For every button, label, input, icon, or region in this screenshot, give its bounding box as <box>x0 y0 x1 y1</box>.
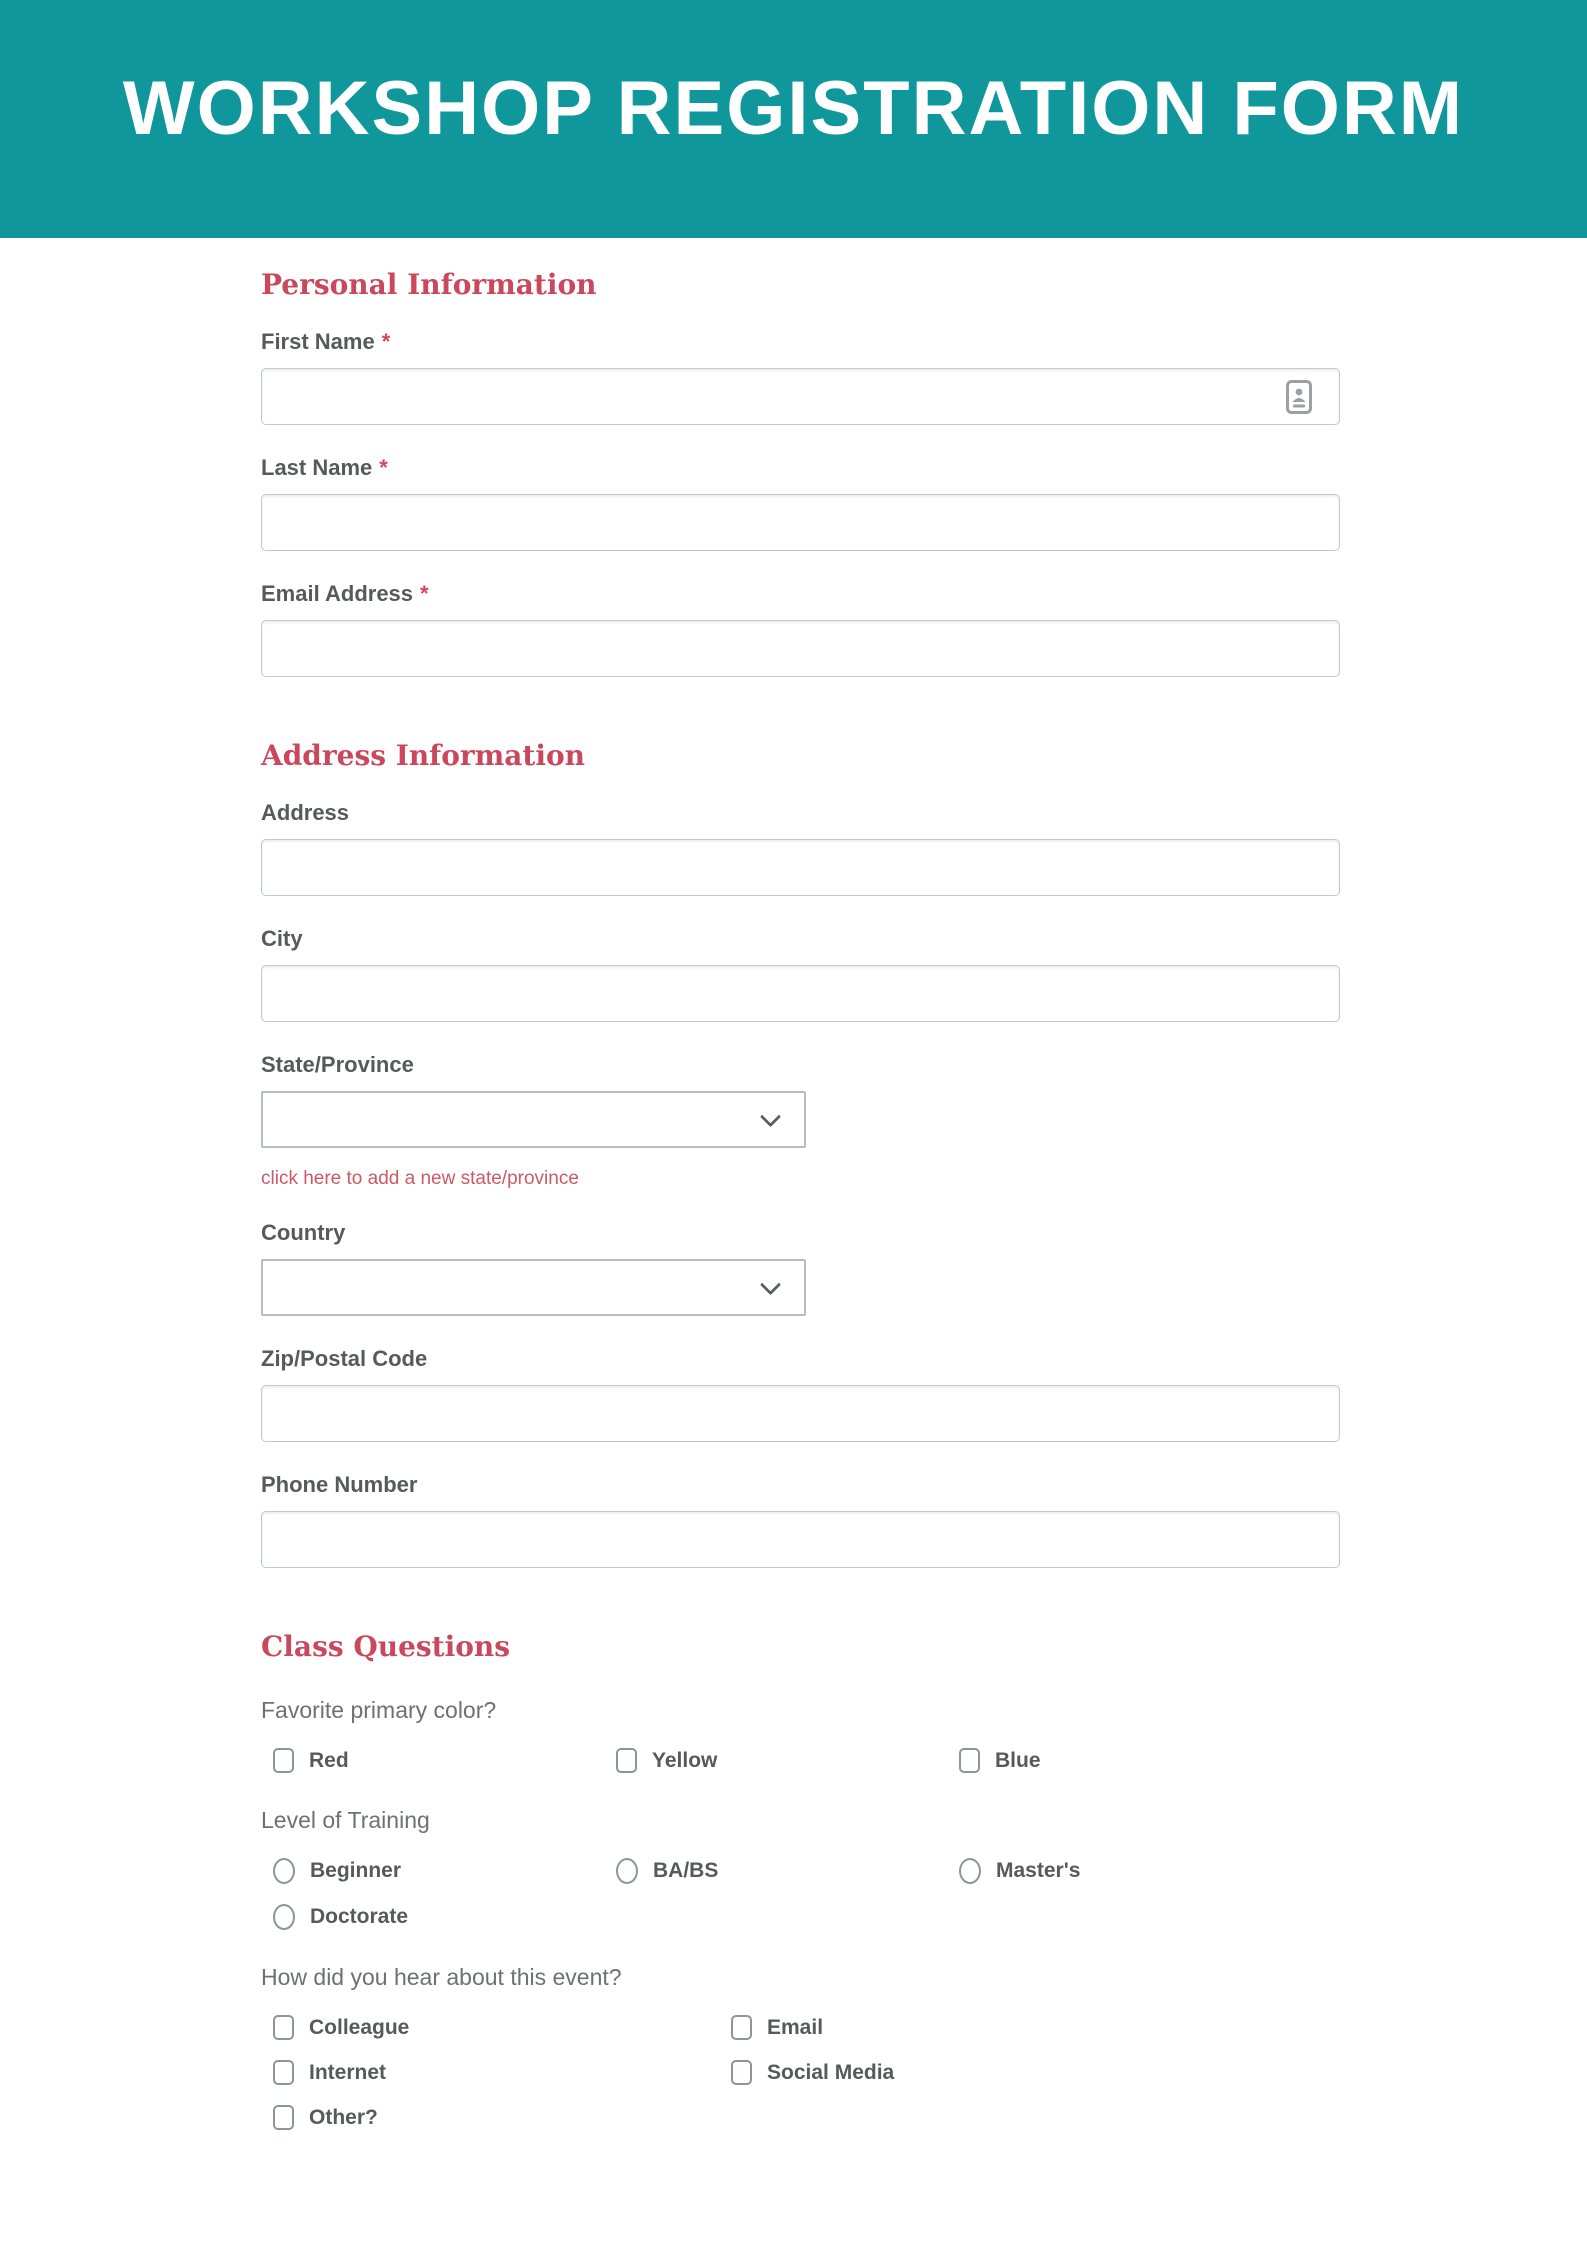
section-title-address: Address Information <box>261 739 586 772</box>
checkbox-icon[interactable] <box>273 2105 294 2130</box>
checkbox-icon[interactable] <box>616 1748 637 1773</box>
section-title-personal: Personal Information <box>261 268 597 301</box>
section-personal-information <box>261 268 1340 677</box>
zip-input-wrap <box>261 1385 1340 1442</box>
contact-autofill-icon[interactable] <box>1286 380 1312 414</box>
checkbox-icon[interactable] <box>731 2060 752 2085</box>
question-favorite-color <box>261 1697 1340 1773</box>
field-address <box>261 800 1340 896</box>
checkbox-icon[interactable] <box>273 2015 294 2040</box>
required-asterisk: * <box>420 581 429 606</box>
form-header-banner <box>0 0 1587 238</box>
chevron-down-icon <box>760 1274 781 1295</box>
option-beginner[interactable] <box>273 1858 616 1884</box>
field-phone-number <box>261 1472 1340 1568</box>
city-label: City <box>261 926 303 951</box>
address-input[interactable] <box>261 839 1340 896</box>
section-address-information <box>261 739 1340 1568</box>
option-colleague[interactable] <box>273 2015 731 2040</box>
option-internet-label: Internet <box>309 2060 387 2084</box>
field-city <box>261 926 1340 1022</box>
radio-icon[interactable] <box>273 1904 295 1930</box>
option-ba-bs-label: BA/BS <box>653 1859 719 1882</box>
option-internet[interactable] <box>273 2060 731 2085</box>
section-title-class-questions: Class Questions <box>261 1630 511 1663</box>
option-doctorate[interactable] <box>273 1904 616 1930</box>
training-level-question-label: Level of Training <box>261 1807 430 1833</box>
zip-postal-code-label: Zip/Postal Code <box>261 1346 428 1371</box>
state-province-select[interactable] <box>261 1091 806 1148</box>
chevron-down-icon <box>760 1106 781 1127</box>
country-select[interactable] <box>261 1259 806 1316</box>
question-hear-about-event <box>261 1964 1340 2130</box>
city-input-wrap <box>261 965 1340 1022</box>
field-last-name <box>261 455 1340 551</box>
form-body <box>0 238 1587 2130</box>
favorite-color-options <box>261 1748 1340 1773</box>
address-label: Address <box>261 800 350 825</box>
radio-icon[interactable] <box>616 1858 638 1884</box>
option-yellow[interactable] <box>616 1748 959 1773</box>
hear-about-options <box>261 2015 1340 2130</box>
address-input-wrap <box>261 839 1340 896</box>
option-blue[interactable] <box>959 1748 1302 1773</box>
page-title: WORKSHOP REGISTRATION FORM <box>122 65 1465 151</box>
field-state-province <box>261 1052 1340 1190</box>
section-class-questions <box>261 1630 1340 2130</box>
option-yellow-label: Yellow <box>652 1748 718 1772</box>
option-other-label: Other? <box>309 2105 378 2129</box>
option-beginner-label: Beginner <box>310 1859 402 1882</box>
email-address-input[interactable] <box>261 620 1340 677</box>
field-country <box>261 1220 1340 1316</box>
field-zip-postal-code <box>261 1346 1340 1442</box>
city-input[interactable] <box>261 965 1340 1022</box>
option-doctorate-label: Doctorate <box>310 1905 409 1928</box>
first-name-input-wrap <box>261 368 1340 425</box>
add-state-province-link[interactable]: click here to add a new state/province <box>261 1168 579 1189</box>
zip-postal-code-input[interactable] <box>261 1385 1340 1442</box>
field-first-name <box>261 329 1340 425</box>
country-label: Country <box>261 1220 346 1245</box>
option-masters-label: Master's <box>996 1859 1081 1882</box>
radio-icon[interactable] <box>959 1858 981 1884</box>
phone-number-label: Phone Number <box>261 1472 418 1497</box>
checkbox-icon[interactable] <box>731 2015 752 2040</box>
last-name-label: Last Name * <box>261 455 388 480</box>
option-ba-bs[interactable] <box>616 1858 959 1884</box>
option-other[interactable] <box>273 2105 731 2130</box>
last-name-input-wrap <box>261 494 1340 551</box>
training-level-options <box>261 1858 1340 1930</box>
option-blue-label: Blue <box>995 1748 1041 1772</box>
option-email-label: Email <box>767 2015 824 2039</box>
state-province-label: State/Province <box>261 1052 414 1077</box>
last-name-input[interactable] <box>261 494 1340 551</box>
question-training-level <box>261 1807 1340 1930</box>
option-email[interactable] <box>731 2015 1189 2040</box>
phone-input-wrap <box>261 1511 1340 1568</box>
field-email-address <box>261 581 1340 677</box>
email-address-label: Email Address * <box>261 581 429 606</box>
required-asterisk: * <box>381 329 391 354</box>
option-red[interactable] <box>273 1748 616 1773</box>
option-colleague-label: Colleague <box>309 2015 410 2039</box>
required-asterisk: * <box>379 455 388 480</box>
email-input-wrap <box>261 620 1340 677</box>
option-masters[interactable] <box>959 1858 1302 1884</box>
phone-number-input[interactable] <box>261 1511 1340 1568</box>
radio-icon[interactable] <box>273 1858 295 1884</box>
checkbox-icon[interactable] <box>273 2060 294 2085</box>
favorite-color-question-label: Favorite primary color? <box>261 1697 497 1723</box>
option-red-label: Red <box>309 1748 349 1772</box>
first-name-input[interactable] <box>261 368 1340 425</box>
checkbox-icon[interactable] <box>273 1748 294 1773</box>
option-social-media-label: Social Media <box>767 2060 895 2084</box>
hear-about-question-label: How did you hear about this event? <box>261 1964 622 1990</box>
option-social-media[interactable] <box>731 2060 1189 2085</box>
checkbox-icon[interactable] <box>959 1748 980 1773</box>
first-name-label: First Name * <box>261 329 391 354</box>
